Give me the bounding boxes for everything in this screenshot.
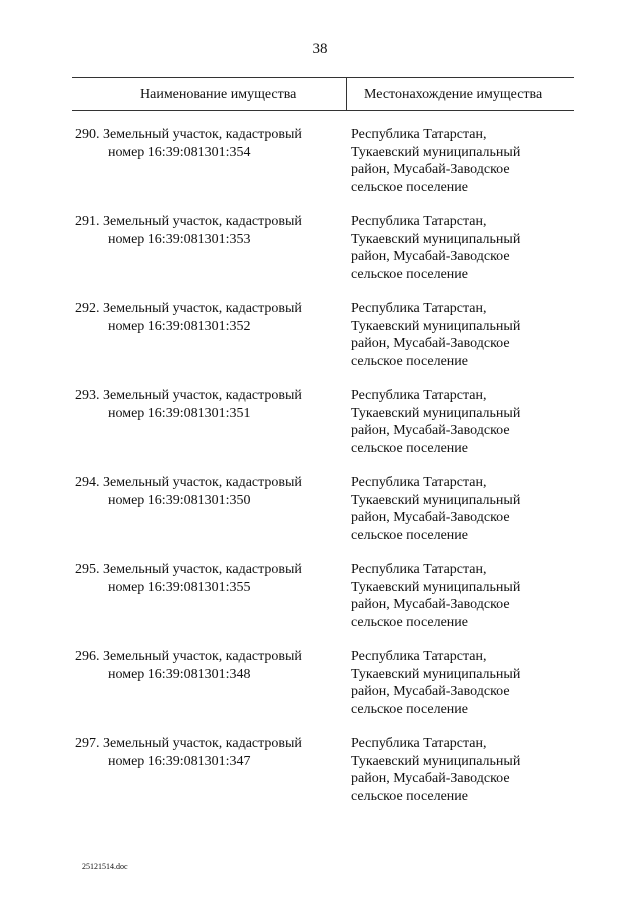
- location-line: Тукаевский муниципальный: [351, 405, 521, 421]
- location-line: район, Мусабай-Заводское: [351, 249, 510, 264]
- property-name: [75, 300, 345, 335]
- header-divider: [346, 78, 347, 110]
- name-line1: Земельный участок, кадастровый: [103, 562, 302, 577]
- table-row: [72, 300, 574, 387]
- property-location: [351, 387, 571, 457]
- location-line: Республика Татарстан,: [351, 214, 487, 229]
- location-line: Республика Татарстан,: [351, 736, 487, 751]
- table-row: [72, 126, 574, 213]
- name-line2: номер 16:39:081301:353: [108, 231, 251, 247]
- table-rows: [72, 126, 574, 822]
- location-line: Республика Татарстан,: [351, 475, 487, 490]
- name-line2: номер 16:39:081301:347: [108, 753, 251, 769]
- table-row: [72, 735, 574, 822]
- name-line1: Земельный участок, кадастровый: [103, 301, 302, 316]
- header-location: Местонахождение имущества: [364, 87, 543, 102]
- location-line: Тукаевский муниципальный: [351, 579, 521, 595]
- property-name: [75, 735, 345, 770]
- location-line: сельское поселение: [351, 614, 468, 630]
- table-row: [72, 648, 574, 735]
- location-line: сельское поселение: [351, 701, 468, 717]
- location-line: район, Мусабай-Заводское: [351, 597, 510, 612]
- location-line: район, Мусабай-Заводское: [351, 423, 510, 438]
- name-line1: Земельный участок, кадастровый: [103, 388, 302, 403]
- location-line: Республика Татарстан,: [351, 649, 487, 664]
- property-location: [351, 213, 571, 283]
- document-filename: 25121514.doc: [82, 862, 128, 871]
- row-number: 292.: [75, 301, 100, 316]
- location-line: район, Мусабай-Заводское: [351, 162, 510, 177]
- table-row: [72, 213, 574, 300]
- name-line1: Земельный участок, кадастровый: [103, 649, 302, 664]
- location-line: сельское поселение: [351, 179, 468, 195]
- location-line: сельское поселение: [351, 527, 468, 543]
- name-line1: Земельный участок, кадастровый: [103, 736, 302, 751]
- property-name: [75, 561, 345, 596]
- row-number: 295.: [75, 562, 100, 577]
- property-location: [351, 648, 571, 718]
- row-number: 290.: [75, 127, 100, 142]
- property-name: [75, 387, 345, 422]
- name-line2: номер 16:39:081301:352: [108, 318, 251, 334]
- name-line2: номер 16:39:081301:354: [108, 144, 251, 160]
- location-line: Республика Татарстан,: [351, 388, 487, 403]
- location-line: район, Мусабай-Заводское: [351, 684, 510, 699]
- location-line: Республика Татарстан,: [351, 562, 487, 577]
- property-name: [75, 126, 345, 161]
- property-location: [351, 474, 571, 544]
- location-line: Тукаевский муниципальный: [351, 492, 521, 508]
- location-line: Тукаевский муниципальный: [351, 231, 521, 247]
- table-row: [72, 474, 574, 561]
- location-line: район, Мусабай-Заводское: [351, 771, 510, 786]
- location-line: сельское поселение: [351, 353, 468, 369]
- property-location: [351, 735, 571, 805]
- name-line2: номер 16:39:081301:350: [108, 492, 251, 508]
- page-number: 38: [312, 41, 328, 57]
- location-line: Тукаевский муниципальный: [351, 318, 521, 334]
- location-line: Тукаевский муниципальный: [351, 753, 521, 769]
- location-line: район, Мусабай-Заводское: [351, 336, 510, 351]
- property-name: [75, 648, 345, 683]
- name-line2: номер 16:39:081301:355: [108, 579, 251, 595]
- property-location: [351, 561, 571, 631]
- location-line: Тукаевский муниципальный: [351, 144, 521, 160]
- row-number: 294.: [75, 475, 100, 490]
- table-row: [72, 561, 574, 648]
- name-line1: Земельный участок, кадастровый: [103, 214, 302, 229]
- table-header: [72, 77, 574, 111]
- property-name: [75, 474, 345, 509]
- location-line: Тукаевский муниципальный: [351, 666, 521, 682]
- row-number: 293.: [75, 388, 100, 403]
- property-name: [75, 213, 345, 248]
- location-line: сельское поселение: [351, 788, 468, 804]
- row-number: 297.: [75, 736, 100, 751]
- row-number: 296.: [75, 649, 100, 664]
- location-line: район, Мусабай-Заводское: [351, 510, 510, 525]
- location-line: Республика Татарстан,: [351, 301, 487, 316]
- header-name: Наименование имущества: [140, 87, 297, 102]
- location-line: сельское поселение: [351, 266, 468, 282]
- property-location: [351, 300, 571, 370]
- table-row: [72, 387, 574, 474]
- location-line: Республика Татарстан,: [351, 127, 487, 142]
- row-number: 291.: [75, 214, 100, 229]
- name-line2: номер 16:39:081301:348: [108, 666, 251, 682]
- name-line1: Земельный участок, кадастровый: [103, 127, 302, 142]
- property-table: [72, 77, 574, 804]
- property-location: [351, 126, 571, 196]
- name-line1: Земельный участок, кадастровый: [103, 475, 302, 490]
- location-line: сельское поселение: [351, 440, 468, 456]
- name-line2: номер 16:39:081301:351: [108, 405, 251, 421]
